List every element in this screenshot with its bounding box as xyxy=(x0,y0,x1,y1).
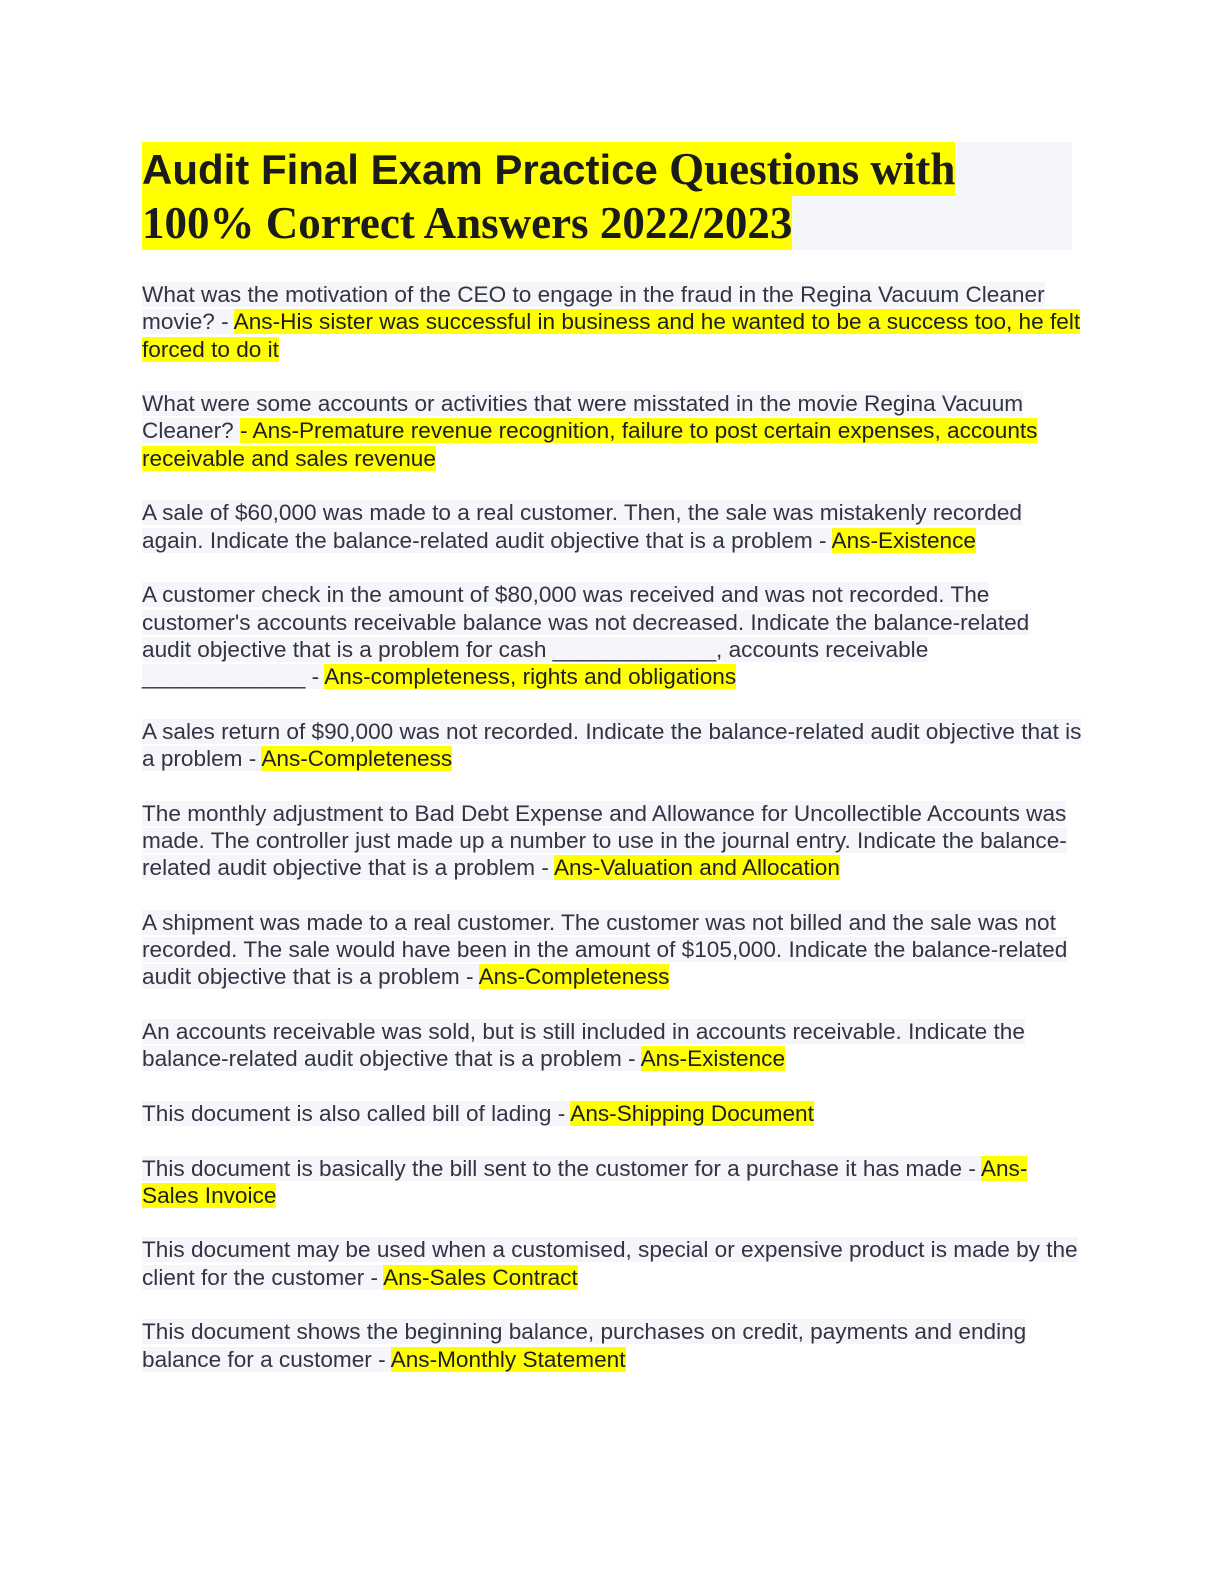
question-text: The monthly adjustment to Bad Debt Expense and Allowance for Uncollectible Accounts was made. The controller just made up a number to use in the journal entry. Indicate the balance-related audit objective that is a problem - xyxy=(142,800,1067,881)
qa-item-5 xyxy=(142,718,1082,773)
qa-item-2 xyxy=(142,390,1082,472)
title-sans-part: Audit Final Exam Practice xyxy=(142,146,658,193)
answer-highlight: Ans-Sales Contract xyxy=(383,1264,578,1290)
answer-highlight: Ans-completeness, rights and obligations xyxy=(324,664,737,690)
qa-item-8 xyxy=(142,1018,1082,1073)
qa-item-4 xyxy=(142,581,1082,690)
answer-highlight: Ans-Valuation and Allocation xyxy=(553,855,840,881)
question-text: This document is basically the bill sent to the customer for a purchase it has made - xyxy=(142,1155,981,1181)
document-title xyxy=(142,142,1072,250)
answer-highlight: Ans-Monthly Statement xyxy=(390,1346,626,1372)
qa-item-3 xyxy=(142,499,1082,554)
answer-highlight: Ans-Sales Invoice xyxy=(142,1155,1028,1208)
qa-list xyxy=(142,281,1082,1400)
answer-highlight: - Ans-Premature revenue recognition, failure to post certain expenses, accounts receivable and sales revenue xyxy=(142,418,1038,471)
question-text: This document shows the beginning balance, purchases on credit, payments and ending balance for a customer - xyxy=(142,1319,1027,1372)
question-text: This document is also called bill of lading - xyxy=(142,1100,571,1126)
qa-item-9 xyxy=(142,1100,1082,1127)
question-text: An accounts receivable was sold, but is still included in accounts receivable. Indicate the balance-related audit objective that is a problem - xyxy=(142,1019,1025,1072)
answer-highlight: Ans-Shipping Document xyxy=(570,1100,814,1126)
answer-highlight: Ans-Existence xyxy=(831,527,976,553)
question-text: What was the motivation of the CEO to engage in the fraud in the Regina Vacuum Cleaner movie? - xyxy=(142,282,1045,335)
answer-highlight: Ans-Existence xyxy=(640,1046,786,1072)
question-text: What were some accounts or activities that were misstated in the movie Regina Vacuum Cleaner? xyxy=(142,391,1024,444)
question-text: A sales return of $90,000 was not recorded. Indicate the balance-related audit objective that is a problem - xyxy=(142,718,1082,772)
qa-item-12 xyxy=(142,1318,1082,1373)
qa-item-11 xyxy=(142,1236,1082,1291)
title-line-1 xyxy=(142,142,955,196)
qa-item-10 xyxy=(142,1155,1082,1210)
title-serif-line-2: 100% Correct Answers 2022/2023 xyxy=(142,198,793,248)
answer-highlight: Ans-His sister was successful in business and he wanted to be a success too, he felt forced to do it xyxy=(142,309,1081,362)
title-line-2 xyxy=(142,196,792,250)
qa-item-6 xyxy=(142,800,1082,882)
question-text: A shipment was made to a real customer. The customer was not billed and the sale was not recorded. The sale would have been in the amount of $105,000. Indicate the balance-related audit objective that is a problem - xyxy=(142,909,1068,990)
answer-highlight: Ans-Completeness xyxy=(478,964,670,990)
question-text: A sale of $60,000 was made to a real customer. Then, the sale was mistakenly recorded again. Indicate the balance-related audit objective that is a problem - xyxy=(142,500,1022,553)
qa-item-7 xyxy=(142,909,1082,991)
answer-highlight: Ans-Completeness xyxy=(261,746,453,772)
question-text: A customer check in the amount of $80,000 was received and was not recorded. The customer's accounts receivable balance was not decreased. Indicate the balance-related audit objective that is a problem for cash _____________, accounts receivable _____________ - xyxy=(142,582,1030,690)
question-text: This document may be used when a customised, special or expensive product is made by the client for the customer - xyxy=(142,1237,1078,1290)
qa-item-1 xyxy=(142,281,1082,363)
title-serif-part: Questions with xyxy=(657,144,956,194)
